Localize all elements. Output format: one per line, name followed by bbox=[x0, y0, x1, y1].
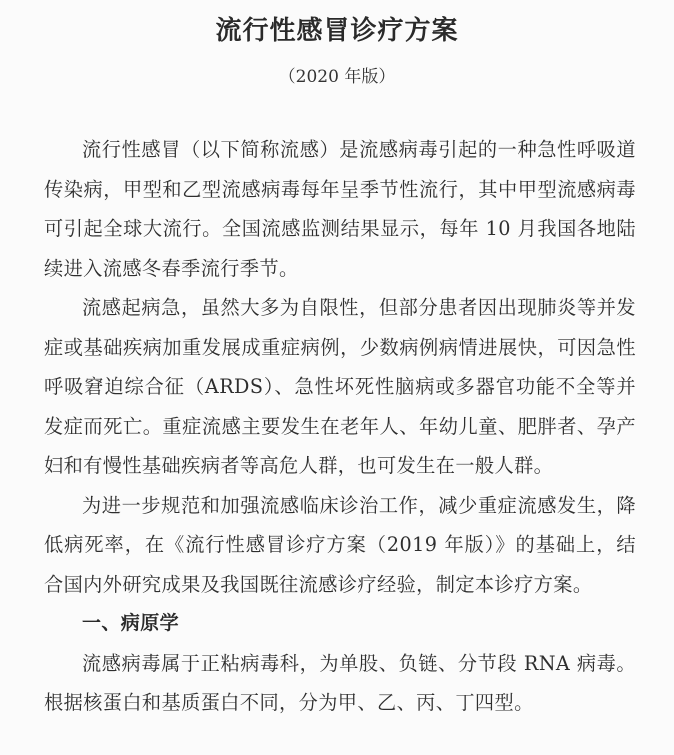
paragraph-intro: 流行性感冒（以下简称流感）是流感病毒引起的一种急性呼吸道传染病，甲型和乙型流感病毒每年呈季节性流行，其中甲型流感病毒可引起全球大流行。全国流感监测结果显示，每年 10 月我国各地陆续进入流感冬春季流行季节。 bbox=[44, 138, 636, 280]
document-body bbox=[44, 130, 636, 723]
section-heading-etiology: 一、病原学 bbox=[82, 612, 180, 634]
paragraph-etiology: 流感病毒属于正粘病毒科，为单股、负链、分节段 RNA 病毒。根据核蛋白和基质蛋白不同，分为甲、乙、丙、丁四型。 bbox=[44, 651, 636, 714]
document-edition: （2020 年版） bbox=[278, 67, 396, 87]
paragraph-purpose: 为进一步规范和加强流感临床诊治工作，减少重症流感发生，降低病死率，在《流行性感冒诊疗方案（2019 年版）》的基础上，结合国内外研究成果及我国既往流感诊疗经验，制定本诊疗方案。 bbox=[44, 493, 636, 596]
paragraph-severity: 流感起病急，虽然大多为自限性，但部分患者因出现肺炎等并发症或基础疾病加重发展成重症病例，少数病例病情进展快，可因急性呼吸窘迫综合征（ARDS）、急性坏死性脑病或多器官功能不全等并发症而死亡。重症流感主要发生在老年人、年幼儿童、肥胖者、孕产妇和有慢性基础疾病者等高危人群，也可发生在一般人群。 bbox=[44, 296, 636, 477]
document-title: 流行性感冒诊疗方案 bbox=[215, 16, 459, 46]
